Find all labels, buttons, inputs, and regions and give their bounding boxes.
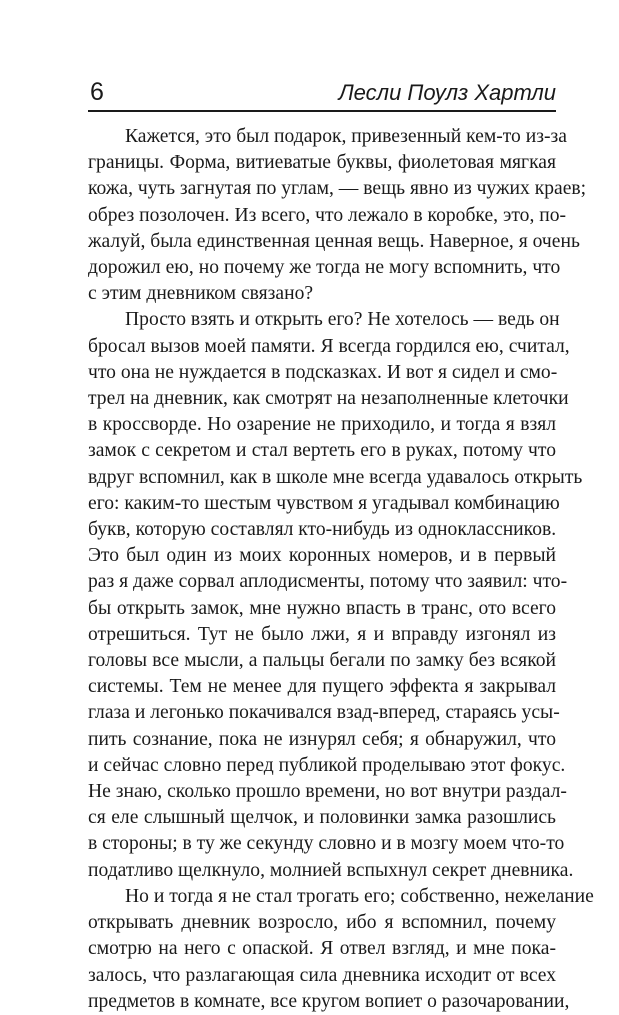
text-line: дорожил ею, но почему же тогда не могу вспомнить, что <box>88 257 561 279</box>
text-line: раз я даже сорвал аплодисменты, потому что заявил: что- <box>88 571 568 593</box>
text-line: Это был один из моих коронных номеров, и в первый <box>88 545 556 567</box>
text-line: замок с секретом и стал вертеть его в руках, потому что <box>88 440 556 462</box>
paragraph-3 <box>88 884 594 1015</box>
text-line: и сейчас словно перед публикой проделываю этот фокус. <box>88 754 566 776</box>
text-line: глаза и легонько покачивался взад-вперед, стараясь усы- <box>88 702 560 724</box>
text-line: залось, что разлагающая сила дневника исходит от всех <box>88 964 556 986</box>
text-line: системы. Тем не менее для пущего эффекта я закрывал <box>88 676 556 698</box>
paragraph-1 <box>88 124 587 307</box>
page-number: 6 <box>90 78 104 106</box>
text-line: головы все мысли, а пальцы бегали по замку без всякой <box>88 650 556 672</box>
text-line: открывать дневник возросло, ибо я вспомнил, почему <box>88 912 556 934</box>
text-line: Но и тогда я не стал трогать его; собственно, нежелание <box>125 885 594 907</box>
text-line: вдруг вспомнил, как в школе мне всегда удавалось открыть <box>88 466 583 488</box>
header-rule <box>88 110 556 112</box>
text-line: предметов в комнате, все кругом вопиет о разочаровании, <box>88 990 570 1012</box>
text-line: Кажется, это был подарок, привезенный кем-то из-за <box>125 126 567 147</box>
text-line: податливо щелкнуло, молнией вспыхнул секрет дневника. <box>88 859 574 881</box>
text-line: что она не нуждается в подсказках. И вот я сидел и смо- <box>88 361 558 383</box>
page-header <box>88 78 556 108</box>
text-line: Не знаю, сколько прошло времени, но вот внутри раздал- <box>88 781 567 803</box>
text-line: Просто взять и открыть его? Не хотелось — ведь он <box>125 309 560 331</box>
text-line: бросал вызов моей памяти. Я всегда гордился ею, считал, <box>88 335 570 357</box>
text-line: ся еле слышный щелчок, и половинки замка разошлись <box>88 807 556 829</box>
body-text <box>88 124 594 1015</box>
text-line: границы. Форма, витиеватые буквы, фиолетовая мягкая <box>88 152 556 174</box>
text-line: обрез позолочен. Из всего, что лежало в коробке, это, по- <box>88 204 567 226</box>
text-line: смотрю на него с опаской. Я отвел взгляд, и мне пока- <box>88 938 556 960</box>
text-line: в стороны; в ту же секунду словно и в мозгу моем что-то <box>88 833 565 855</box>
text-line: букв, которую составлял кто-нибудь из одноклассников. <box>88 519 557 541</box>
text-line: пить сознание, пока не изнурял себя; я обнаружил, что <box>88 728 556 750</box>
text-line: в кроссворде. Но озарение не приходило, и тогда я взял <box>88 414 556 436</box>
text-line: трел на дневник, как смотрят на незаполненные клеточки <box>88 388 569 410</box>
text-line: жалуй, была единственная ценная вещь. Наверное, я очень <box>88 230 580 252</box>
text-line: бы открыть замок, мне нужно впасть в транс, ото всего <box>88 597 556 619</box>
text-line: его: каким-то шестым чувством я угадывал комбинацию <box>88 492 560 514</box>
text-line: кожа, чуть загнутая по углам, — вещь явно из чужих краев; <box>88 178 587 200</box>
text-line: с этим дневником связано? <box>88 283 314 305</box>
paragraph-2 <box>88 307 583 883</box>
running-head-author: Лесли Поулз Хартли <box>338 80 556 105</box>
text-line: отрешиться. Тут не было лжи, я и вправду изгонял из <box>88 623 556 645</box>
